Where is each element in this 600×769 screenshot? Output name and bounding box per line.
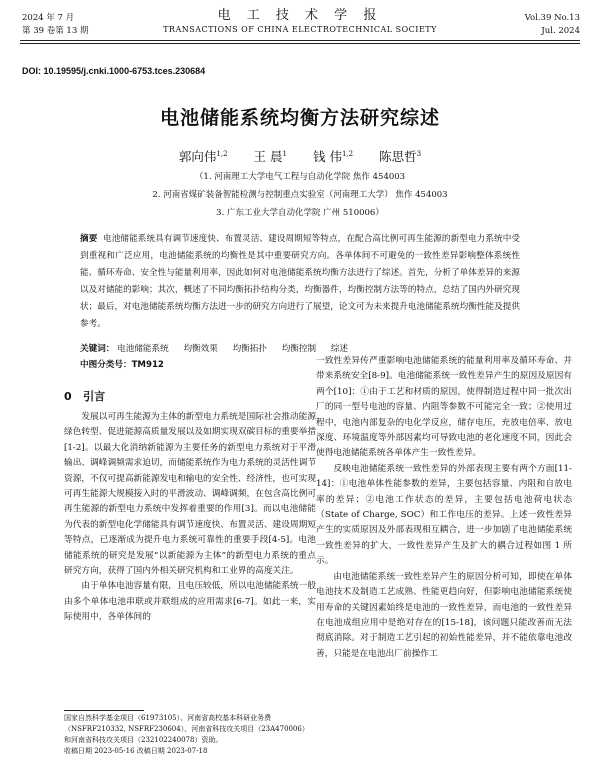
author: 王 晨$^1$ [253, 149, 287, 164]
paragraph: 反映电池储能系统一致性差异的外部表现主要有两个方面[11-14]：①电池单体性能参数的差异，主要包括容量、内阻和自放电率的差异；②电池工作状态的差异，主要包括电池荷电状态（State of Charge, SOC）和工作电压的差异。上述一致性差异产生的实质原因及外部表现相互耦合，进一步加剧了电池储能系统一致性差异的扩大，一致性差异产生及扩大的耦合过程如图 1 所示。 [316, 463, 572, 567]
received-date: 收稿日期 2023-05-16 改稿日期 2023-07-18 [64, 747, 208, 755]
section-title: 引言 [83, 390, 106, 403]
header-rule-thick [20, 40, 580, 41]
author: 钱 伟$^{1,2}$ [312, 149, 354, 164]
keyword: 均衡效果 [183, 344, 218, 354]
author: 陈思哲$^3$ [379, 149, 422, 164]
keyword: 综述 [330, 344, 349, 354]
affiliation-2: 2. 河南省煤矿装备智能检测与控制重点实验室（河南理工大学） 焦作 454003 [152, 190, 448, 200]
abstract-text: 电池储能系统具有调节速度快、布置灵活、建设周期短等特点，在配合高比例可再生能源的新型电力系统中受到重视和广泛应用，电池储能系统的均衡性是其中重要研究方向。各单体间不可避免的一致性差异影响整体系统性能、循环寿命、安全性与能量利用率，因此如何对电池储能系统均衡方法进行了综述。首先，分析了单体差异的来源以及对储能的影响；其次，概述了不同均衡拓扑结构分类，均衡器件，均衡控制方法等的特点，总结了国内外研究现状；最后，对电池储能系统均衡方法进一步的研究方向进行了展望，论文可为未来提升电池储能系统均衡性能及提供参考。 [80, 234, 520, 329]
keyword: 电池储能系统 [117, 344, 169, 354]
footnote-rule [64, 710, 144, 711]
paragraph: 一致性差异传严重影响电池储能系统的能量利用率及循环寿命、并带来系统安全[8-9]。电池储能系统一致性差异产生的原因及原因有两个[10]：①由于工艺和材质的原因，使得制造过程中同一批次出厂的同一型号电池的容量、内阻等参数不可能完全一致；②使用过程中，电池内部复杂的电化学反应，储存电压，充放电倍率、放电深度、环境温度等外部因素均可导致电池的老化速度不同，因此会使得电池储能系统各单体产生一致性差异。 [316, 356, 572, 459]
journal-title-en: TRANSACTIONS OF CHINA ELECTROTECHNICAL SOCIETY [163, 25, 437, 34]
keywords-label: 关键词： [80, 344, 115, 354]
keyword: 均衡拓扑 [232, 344, 267, 354]
header-rule-thin [20, 43, 580, 44]
author: 郭向伟$^{1,2}$ [178, 149, 228, 164]
month-en: Jul. 2024 [541, 26, 580, 36]
doi[interactable]: DOI: 10.19595/j.cnki.1000-6753.tces.230684 [22, 66, 206, 76]
paragraph: 由电池储能系统一致性差异产生的原因分析可知，即使在单体电池技术及制造工艺成熟、性能更趋向好，但影响电池储能系统使用寿命的关键因素始终是电池的一致性差异，而电池的一致性差异在电池成组应用中是绝对存在的[15-18]，该问题只能改善而无法彻底消除。对于制造工艺引起的初始性能差异，并不能依靠电池改善，只能是在电池出厂前操作工 [316, 571, 572, 659]
abstract-label: 摘要 [80, 234, 98, 244]
affiliation-3: 3. 广东工业大学自动化学院 广州 510006） [216, 208, 384, 218]
affiliation-1: （1. 河南理工大学电气工程与自动化学院 焦作 454003 [194, 172, 406, 182]
classification-number: 中图分类号：TM912 [80, 360, 164, 370]
paragraph: 发展以可再生能源为主体的新型电力系统是国际社会推动能源绿色转型、促进能源高质量发展以及如期实现双碳目标的重要举措[1-2]。以最大化消纳新能源为主要任务的新型电力系统对于平滑输出、调峰调频需求迫切，而储能系统作为电力系统的灵活性调节资源，不仅可提高新能源发电和输电的安全性、经济性，也可实现可再生能源大规模接入时的平滑波动、调峰调频，在包含高比例可再生能源的新型电力系统中发挥着重要的作用[3]。而以电池储能为代表的新型电化学储能具有调节速度快、布置灵活、建设周期短等特点，已逐渐成为提升电力系统可靠性的重要手段[4-5]。电池储能系统的研究是发展“以新能源为主体”的新型电力系统的重点研究方向，获得了国内外相关研究机构和工业界的高度关注。 [64, 412, 316, 577]
volume-en: Vol.39 No.13 [524, 13, 580, 23]
section-heading [64, 388, 105, 404]
funding-note: 国家自然科学基金项目（61973105）、河南省高校基本科研业务费（NSFRF210332, NSFRF230604）、河南省科技攻关项目（23A470006）和河南省科技攻关项目（232102240078）资助。 [64, 714, 309, 744]
header-center [120, 8, 480, 36]
author-list [0, 147, 600, 165]
footnotes [64, 713, 310, 757]
abstract [80, 231, 520, 333]
journal-title-cn: 电 工 技 术 学 报 [217, 8, 383, 23]
header-right [525, 12, 580, 38]
keyword: 均衡控制 [281, 344, 317, 354]
right-column [316, 354, 572, 662]
section-number: 0 [64, 390, 72, 403]
paragraph: 由于单体电池容量有限，且电压较低，所以电池储能系统一般由多个单体电池串联或并联组成的应用需求[6-7]。如此一来，实际使用中，各单体间的 [64, 581, 316, 623]
issue-date: 2024 年 7 月 [22, 13, 75, 23]
header-left [22, 12, 88, 38]
left-column [64, 410, 316, 626]
paper-title: 电池储能系统均衡方法研究综述 [159, 107, 440, 129]
volume-issue: 第 39 卷第 13 期 [22, 26, 89, 36]
